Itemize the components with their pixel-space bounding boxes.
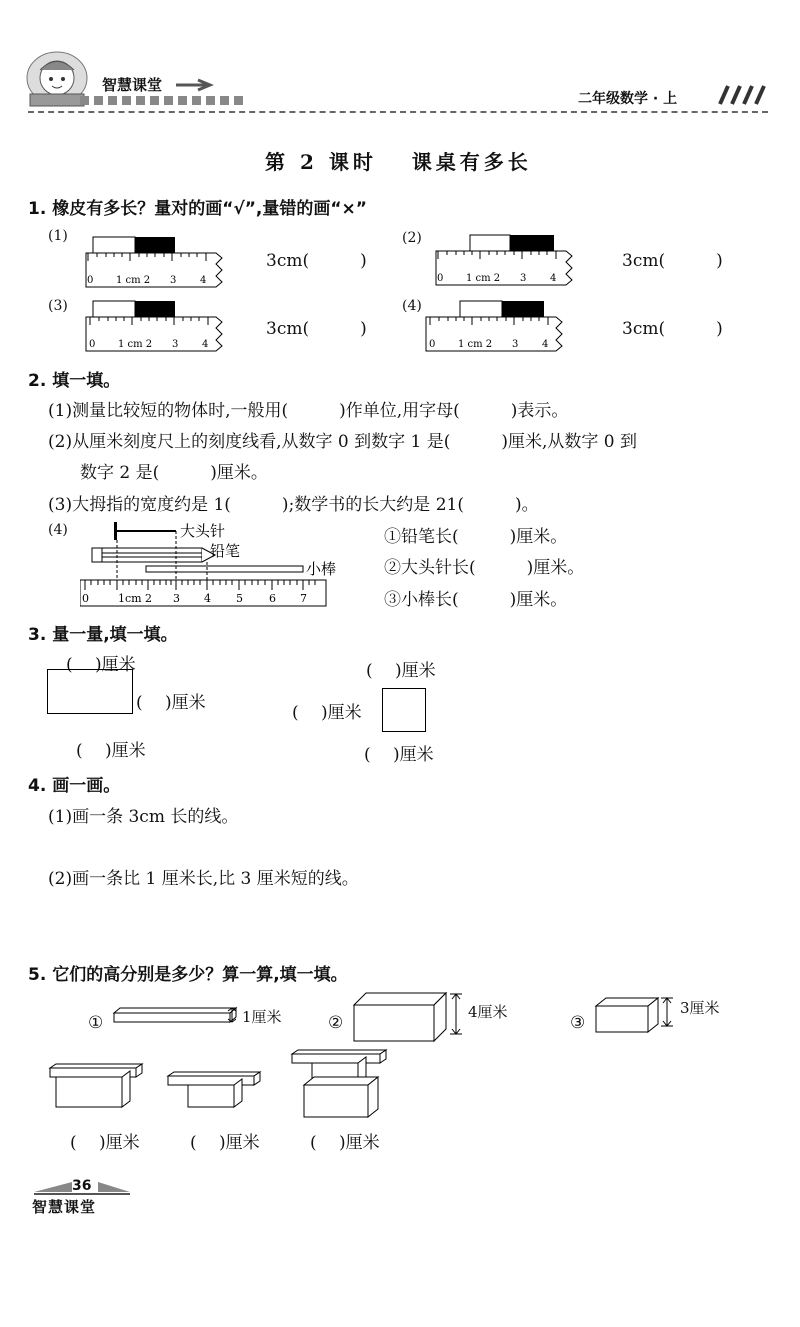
q5-item-3-label: ③: [570, 1013, 586, 1033]
q2-line-2a[interactable]: (2)从厘米刻度尺上的刻度线看,从数字 0 到数字 1 是( )厘米,从数字 0 到: [48, 432, 638, 452]
page-header: [0, 0, 800, 120]
fig-tick-label: 6: [269, 592, 276, 605]
ruler-tick-label: 3: [172, 339, 179, 350]
q1-item-1-answer[interactable]: 3cm( ): [266, 251, 367, 271]
q1-ruler-4: [424, 300, 568, 352]
height-marker-icon: [226, 1007, 238, 1023]
q5-title: 5. 它们的高分别是多少？算一算,填一填。: [28, 965, 348, 985]
q3-rect-top-blank[interactable]: ( )厘米: [66, 655, 136, 675]
ruler-tick-label: 4: [550, 273, 557, 284]
header-rule: [28, 111, 768, 113]
fig-tick-label: 4: [204, 592, 211, 605]
q5-item-1-label: ①: [88, 1013, 104, 1033]
ruler-tick-label: 0: [87, 275, 94, 286]
q2-line-3[interactable]: (3)大拇指的宽度约是 1( );数学书的长大约是 21( )。: [48, 495, 539, 515]
q5-answer-1[interactable]: ( )厘米: [70, 1133, 140, 1153]
fig-tick-label: 5: [236, 592, 243, 605]
ruler-tick-label: 1 cm 2: [118, 339, 153, 350]
q3-rectangle: [47, 669, 133, 714]
q5-item-3-height: 3厘米: [680, 999, 720, 1017]
header-arrow-icon: [176, 78, 214, 92]
pin-label: 大头针: [180, 522, 226, 540]
fig-tick-label: 2: [145, 592, 152, 605]
ruler-tick-label: 3: [520, 273, 527, 284]
q2-answer-pin[interactable]: ②大头针长( )厘米。: [384, 558, 585, 578]
header-square-pattern: [80, 96, 260, 106]
ruler-tick-label: 0: [437, 273, 444, 284]
q2-answer-pencil[interactable]: ①铅笔长( )厘米。: [384, 527, 568, 547]
q5-board-1: [112, 1006, 242, 1026]
q3-rect-right-blank[interactable]: ( )厘米: [136, 693, 206, 713]
q5-item-2-height: 4厘米: [468, 1003, 508, 1021]
q4-line-2: (2)画一条比 1 厘米长,比 3 厘米短的线。: [48, 869, 359, 889]
q4-line-1: (1)画一条 3cm 长的线。: [48, 807, 239, 827]
fig-tick-label: 0: [82, 592, 89, 605]
q2-line-1[interactable]: (1)测量比较短的物体时,一般用( )作单位,用字母( )表示。: [48, 401, 569, 421]
q2-measure-figure: [80, 518, 350, 610]
q5-stack-3: [290, 1048, 390, 1120]
page-number: 36: [72, 1178, 92, 1194]
fig-tick-label: 7: [300, 592, 307, 605]
ruler-tick-label: 1 cm 2: [466, 273, 501, 284]
q1-ruler-2: [434, 234, 578, 286]
q3-title: 3. 量一量,填一填。: [28, 625, 178, 645]
footer-brand: 智慧课堂: [32, 1198, 97, 1216]
q5-item-2-label: ②: [328, 1013, 344, 1033]
q3-square-top-blank[interactable]: ( )厘米: [366, 661, 436, 681]
q1-ruler-3: [84, 300, 228, 352]
header-slash-pattern: [712, 84, 768, 106]
q5-answer-3[interactable]: ( )厘米: [310, 1133, 380, 1153]
q2-title: 2. 填一填。: [28, 371, 121, 391]
ruler-tick-label: 4: [200, 275, 207, 286]
q5-box-2: [352, 991, 448, 1043]
q1-item-4-label: (4): [402, 298, 422, 314]
q3-square-bottom-blank[interactable]: ( )厘米: [364, 745, 434, 765]
q5-item-1-height: 1厘米: [242, 1008, 282, 1026]
ruler-tick-label: 4: [202, 339, 209, 350]
q4-title: 4. 画一画。: [28, 776, 121, 796]
q1-item-3-answer[interactable]: 3cm( ): [266, 319, 367, 339]
ruler-tick-label: 0: [429, 339, 436, 350]
q1-item-2-answer[interactable]: 3cm( ): [622, 251, 723, 271]
q1-ruler-1: [84, 236, 228, 288]
ruler-tick-label: 4: [542, 339, 549, 350]
ruler-tick-label: 0: [89, 339, 96, 350]
q1-item-2-label: (2): [402, 230, 422, 246]
pencil-label: 铅笔: [210, 542, 241, 560]
q1-item-3-label: (3): [48, 298, 68, 314]
header-brand: 智慧课堂: [102, 76, 163, 94]
q2-line-2b[interactable]: 数字 2 是( )厘米。: [80, 463, 268, 483]
fig-tick-label: 1cm: [118, 592, 142, 605]
header-book-title: 二年级数学 · 上: [578, 91, 678, 107]
q1-title: 1. 橡皮有多长？量对的画“√”,量错的画“×”: [28, 199, 367, 219]
ruler-tick-label: 3: [512, 339, 519, 350]
height-marker-icon: [660, 996, 674, 1028]
q2-item-4-label: (4): [48, 522, 68, 538]
q5-stack-2: [166, 1070, 262, 1110]
stick-label: 小棒: [306, 560, 337, 578]
q1-item-1-label: (1): [48, 228, 68, 244]
ruler-tick-label: 1 cm 2: [458, 339, 493, 350]
fig-tick-label: 3: [173, 592, 180, 605]
q5-answer-2[interactable]: ( )厘米: [190, 1133, 260, 1153]
q3-rect-bottom-blank[interactable]: ( )厘米: [76, 741, 146, 761]
height-marker-icon: [449, 992, 463, 1036]
q2-answer-stick[interactable]: ③小棒长( )厘米。: [384, 590, 568, 610]
q3-square-left-blank[interactable]: ( )厘米: [292, 703, 362, 723]
q1-item-4-answer[interactable]: 3cm( ): [622, 319, 723, 339]
lesson-title: 第 2 课时 课桌有多长: [265, 150, 532, 174]
ruler-tick-label: 3: [170, 275, 177, 286]
q5-stack-1: [48, 1062, 144, 1110]
q5-box-3: [594, 996, 660, 1036]
q3-square: [382, 688, 426, 732]
ruler-tick-label: 1 cm 2: [116, 275, 151, 286]
